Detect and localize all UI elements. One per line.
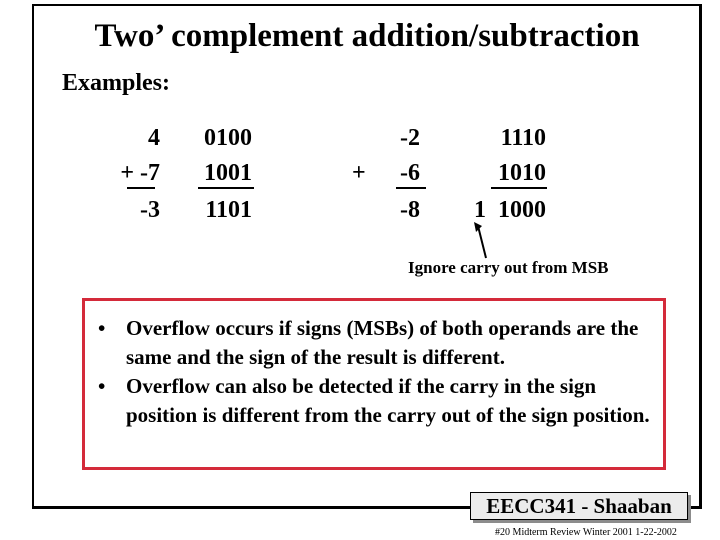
example2-binary-operand-a: 1110 bbox=[500, 125, 546, 151]
course-badge: EECC341 - Shaaban bbox=[470, 492, 688, 520]
example1-decimal-result: -3 bbox=[140, 197, 160, 223]
example1-decimal-operand-b: + -7 bbox=[120, 160, 160, 186]
example1-decimal-operand-a: 4 bbox=[148, 125, 160, 151]
bullet-dot-icon: • bbox=[98, 316, 106, 340]
overflow-rule-1 bbox=[98, 314, 658, 372]
slide-footer-info: #20 Midterm Review Winter 2001 1-22-2002 bbox=[495, 527, 677, 538]
slide-title: Two’ complement addition/subtraction bbox=[94, 18, 640, 54]
example2-decimal-result: -8 bbox=[400, 197, 420, 223]
bullet-dot-icon: • bbox=[98, 374, 106, 398]
example1-binary-result: 1101 bbox=[205, 197, 252, 223]
example1-binary-operand-b: 1001 bbox=[204, 160, 252, 186]
example2-decimal-operand-a: -2 bbox=[400, 125, 420, 151]
example2-binary-operand-b: 1010 bbox=[498, 160, 546, 186]
example2-decimal-operand-b: -6 bbox=[400, 160, 420, 186]
overflow-rules-list bbox=[98, 314, 658, 430]
overflow-rule-2 bbox=[98, 372, 658, 430]
carry-note: Ignore carry out from MSB bbox=[408, 258, 609, 277]
overflow-rule-1-text: Overflow occurs if signs (MSBs) of both operands are the same and the sign of the result is different. bbox=[126, 316, 639, 369]
overflow-rule-2-text: Overflow can also be detected if the carry in the sign position is different from the carry out of the sign position. bbox=[126, 374, 650, 427]
examples-label: Examples: bbox=[62, 70, 170, 96]
example1-binary-operand-a: 0100 bbox=[204, 125, 252, 151]
example2-binary-result: 1 1000 bbox=[474, 197, 546, 223]
example2-plus-operator: + bbox=[352, 160, 366, 186]
